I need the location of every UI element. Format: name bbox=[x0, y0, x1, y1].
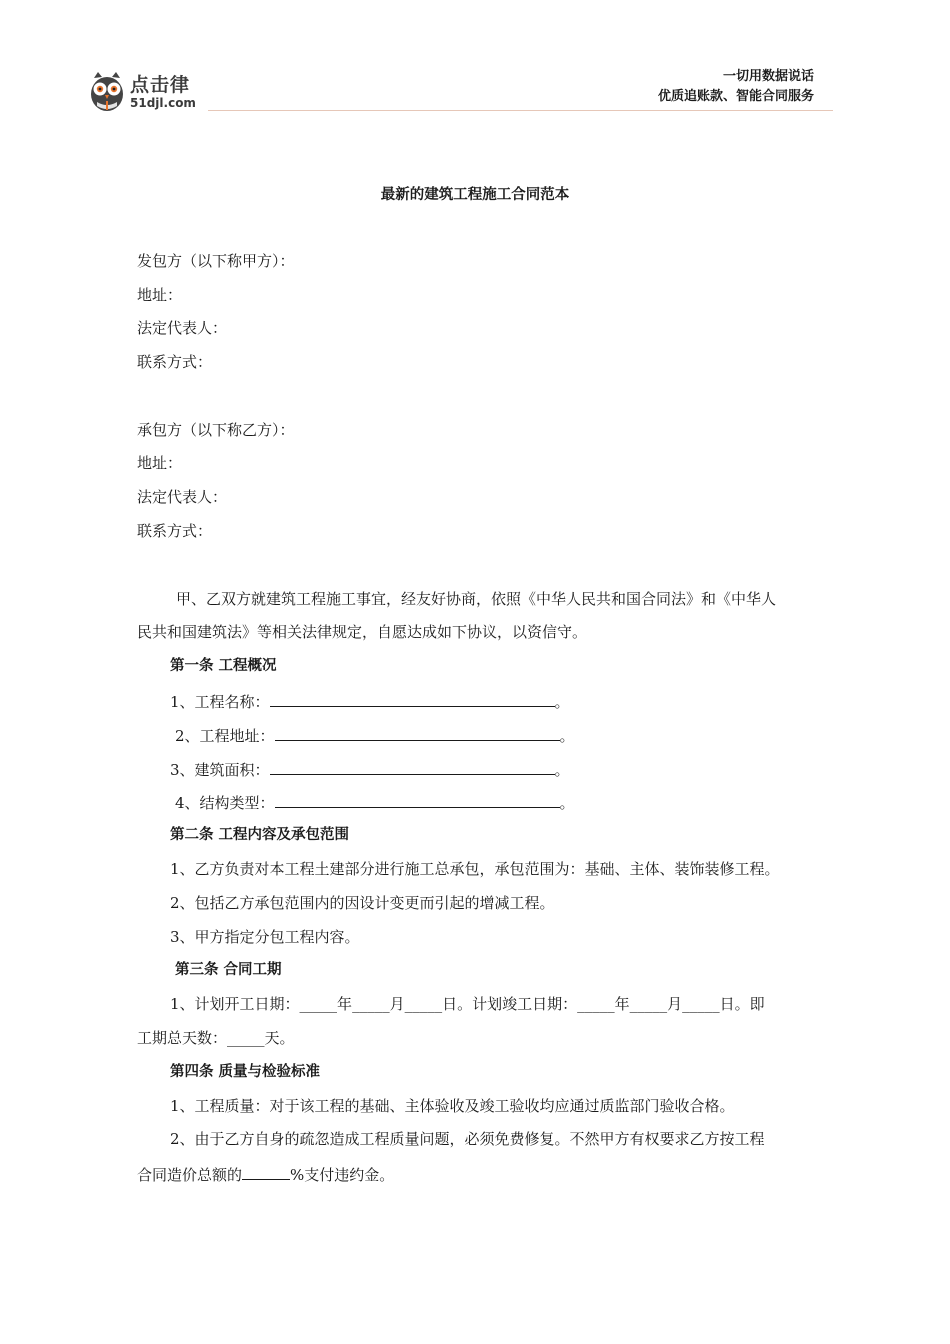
project-name-blank bbox=[270, 690, 555, 707]
project-name-label: 1、工程名称： bbox=[170, 693, 270, 711]
article-3-item-1-line-2 bbox=[137, 1028, 295, 1048]
brand-logo[interactable] bbox=[88, 70, 228, 114]
article-4-item-2-line-2 bbox=[137, 1163, 394, 1185]
preamble-line-1: 甲、乙双方就建筑工程施工事宜，经友好协商，依照《中华人民共和国合同法》和《中华人 bbox=[176, 590, 777, 608]
start-day-blank: _____ bbox=[404, 995, 443, 1013]
slogan-line-2: 优质追账款、智能合同服务 bbox=[657, 89, 814, 104]
project-address-blank bbox=[275, 724, 560, 741]
header-slogan bbox=[658, 67, 814, 107]
article-3-heading: 第三条 合同工期 bbox=[175, 962, 282, 978]
month-label: 月 bbox=[667, 995, 683, 1013]
party-a-label: 发包方（以下称甲方）： bbox=[137, 252, 295, 270]
penalty-percent-blank bbox=[242, 1163, 290, 1180]
article-1-item-3 bbox=[170, 758, 570, 780]
article-4-heading: 第四条 质量与检验标准 bbox=[170, 1064, 321, 1080]
header-divider bbox=[208, 110, 833, 111]
document-title: 最新的建筑工程施工合同范本 bbox=[380, 187, 570, 203]
item-end: 。 bbox=[559, 794, 575, 812]
owl-logo-icon bbox=[88, 70, 126, 114]
total-days-blank: _____ bbox=[227, 1029, 265, 1047]
end-date-label: 计划竣工日期： bbox=[472, 995, 578, 1013]
article-1-item-2 bbox=[175, 724, 575, 746]
total-days-label: 工期总天数： bbox=[137, 1029, 228, 1047]
article-2-item-2: 2、包括乙方承包范围内的因设计变更而引起的增减工程。 bbox=[170, 894, 555, 912]
building-area-label: 3、建筑面积： bbox=[170, 761, 270, 779]
party-a-contact: 联系方式： bbox=[137, 353, 213, 371]
end-month-blank: _____ bbox=[629, 995, 668, 1013]
day-label: 日。 bbox=[719, 995, 750, 1013]
party-b-address: 地址： bbox=[137, 454, 183, 472]
year-label: 年 bbox=[614, 995, 630, 1013]
project-address-label: 2、工程地址： bbox=[175, 727, 275, 745]
logo-name: 点击律 bbox=[130, 74, 191, 96]
item-end: 。 bbox=[559, 727, 575, 745]
item-end: 。 bbox=[554, 693, 570, 711]
page-header bbox=[0, 0, 950, 120]
slogan-line-1: 一切用数据说话 bbox=[722, 69, 814, 84]
start-date-label: 1、计划开工日期： bbox=[170, 995, 300, 1013]
end-day-blank: _____ bbox=[682, 995, 720, 1013]
party-a-address: 地址： bbox=[137, 286, 183, 304]
party-a-representative: 法定代表人： bbox=[137, 319, 228, 337]
party-b-label: 承包方（以下称乙方）： bbox=[137, 421, 295, 439]
article-4-item-1: 1、工程质量：对于该工程的基础、主体验收及竣工验收均应通过质监部门验收合格。 bbox=[170, 1097, 735, 1115]
penalty-unit: %支付违约金。 bbox=[290, 1166, 395, 1184]
item-end: 。 bbox=[554, 761, 570, 779]
article-2-item-3: 3、甲方指定分包工程内容。 bbox=[170, 928, 360, 946]
day-label: 日。 bbox=[442, 995, 473, 1013]
article-1-heading: 第一条 工程概况 bbox=[170, 658, 277, 674]
start-month-blank: _____ bbox=[352, 995, 390, 1013]
building-area-blank bbox=[270, 758, 555, 775]
year-label: 年 bbox=[337, 995, 353, 1013]
structure-type-blank bbox=[275, 791, 560, 808]
article-2-item-1: 1、乙方负责对本工程土建部分进行施工总承包，承包范围为：基础、主体、装饰装修工程。 bbox=[170, 860, 780, 878]
preamble-line-2: 民共和国建筑法》等相关法律规定，自愿达成如下协议，以资信守。 bbox=[137, 623, 588, 641]
month-label: 月 bbox=[389, 995, 405, 1013]
article-1-item-1 bbox=[170, 690, 570, 712]
article-2-heading: 第二条 工程内容及承包范围 bbox=[170, 827, 350, 843]
party-b-representative: 法定代表人： bbox=[137, 488, 228, 506]
structure-type-label: 4、结构类型： bbox=[175, 794, 275, 812]
end-year-blank: _____ bbox=[577, 995, 615, 1013]
penalty-label: 合同造价总额的 bbox=[137, 1166, 243, 1184]
that-is-text: 即 bbox=[749, 995, 765, 1013]
start-year-blank: _____ bbox=[299, 995, 338, 1013]
article-4-item-2-line-1: 2、由于乙方自身的疏忽造成工程质量问题，必须免费修复。不然甲方有权要求乙方按工程 bbox=[170, 1130, 765, 1148]
logo-domain: 51djl.com bbox=[130, 96, 196, 110]
article-1-item-4 bbox=[175, 791, 575, 813]
party-b-contact: 联系方式： bbox=[137, 522, 213, 540]
article-3-item-1 bbox=[170, 994, 765, 1014]
days-unit: 天。 bbox=[264, 1029, 295, 1047]
